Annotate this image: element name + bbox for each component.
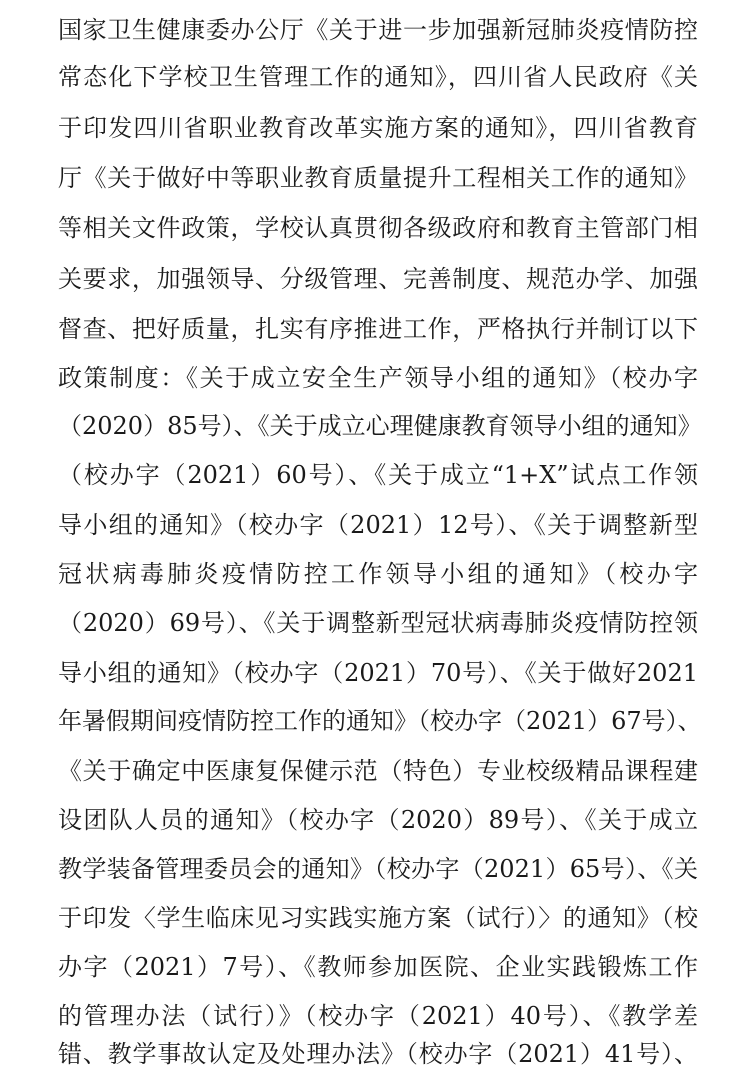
paragraph-line: 导小组的通知》（校办字（2021）70号）、《关于做好2021 [58,659,698,687]
paragraph-line: 督查、把好质量，扎实有序推进工作，严格执行并制订以下 [58,315,698,343]
paragraph-line: 等相关文件政策，学校认真贯彻各级政府和教育主管部门相 [58,214,698,242]
paragraph-line: 设团队人员的通知》（校办字（2020）89号）、《关于成立 [58,806,698,834]
paragraph-line: 错、教学事故认定及处理办法》（校办字（2021）41号）、 [58,1040,698,1068]
paragraph-line: 导小组的通知》（校办字（2021）12号）、《关于调整新型 [58,511,698,539]
paragraph-line: 年暑假期间疫情防控工作的通知》（校办字（2021）67号）、 [58,707,702,735]
paragraph-line: （校办字（2021）60号）、《关于成立“1+X”试点工作领 [58,461,698,489]
paragraph-line: 的管理办法（试行）》（校办字（2021）40号）、《教学差 [58,1002,698,1030]
paragraph-line: 于印发〈学生临床见习实践实施方案（试行）〉的通知》（校 [58,904,698,932]
paragraph-line: 国家卫生健康委办公厅《关于进一步加强新冠肺炎疫情防控 [58,16,698,44]
paragraph-line: 关要求，加强领导、分级管理、完善制度、规范办学、加强 [58,265,698,293]
paragraph-line: 于印发四川省职业教育改革实施方案的通知》，四川省教育 [58,114,698,142]
paragraph-line: 厅《关于做好中等职业教育质量提升工程相关工作的通知》 [58,164,698,192]
paragraph-line: （2020）69号）、《关于调整新型冠状病毒肺炎疫情防控领 [58,609,698,637]
paragraph-line: 办字（2021）7号）、《教师参加医院、企业实践锻炼工作 [58,953,698,981]
paragraph-line: （2020）85号）、《关于成立心理健康教育领导小组的通知》 [58,412,702,440]
paragraph-line: 常态化下学校卫生管理工作的通知》，四川省人民政府《关 [58,63,698,91]
paragraph-line: 《关于确定中医康复保健示范（特色）专业校级精品课程建 [58,757,698,785]
paragraph-line: 冠状病毒肺炎疫情防控工作领导小组的通知》（校办字 [58,560,698,588]
paragraph-line: 政策制度：《关于成立安全生产领导小组的通知》（校办字 [58,364,698,392]
paragraph-line: 教学装备管理委员会的通知》（校办字（2021）65号）、《关 [58,855,698,883]
